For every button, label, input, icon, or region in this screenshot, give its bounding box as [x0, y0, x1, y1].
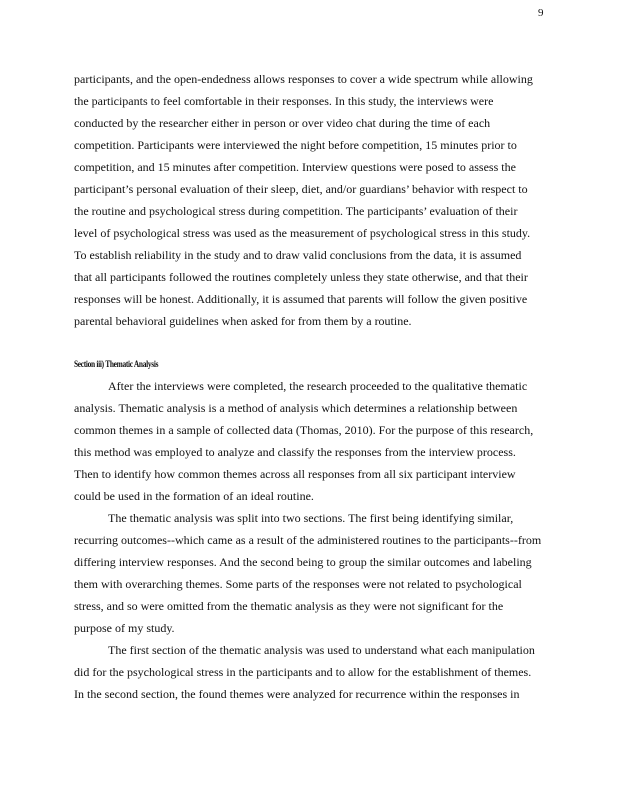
paragraph-line: The first section of the thematic analysis was used to understand what each manipulation — [108, 643, 535, 657]
paragraph-line: competition. Participants were interviewed the night before competition, 15 minutes prior to — [74, 138, 517, 152]
paragraph-line: the participants to feel comfortable in their responses. In this study, the interviews were — [74, 94, 494, 108]
paragraph-line: differing interview responses. And the second being to group the similar outcomes and labeling — [74, 555, 532, 569]
paragraph-line: participant’s personal evaluation of their sleep, diet, and/or guardians’ behavior with respect to — [74, 182, 528, 196]
paragraph-line: the routine and psychological stress during competition. The participants’ evaluation of their — [74, 204, 518, 218]
paragraph-line: did for the psychological stress in the participants and to allow for the establishment of themes. — [74, 665, 532, 679]
page-number: 9 — [538, 7, 544, 19]
paragraph-line: analysis. Thematic analysis is a method of analysis which determines a relationship between — [74, 401, 518, 415]
paragraph-line: that all participants followed the routines completely unless they state otherwise, and that their — [74, 270, 528, 284]
paragraph-line: recurring outcomes--which came as a result of the administered routines to the participants--from — [74, 533, 542, 547]
paragraph-line: In the second section, the found themes were analyzed for recurrence within the responses in — [74, 687, 520, 701]
paragraph-line: parental behavioral guidelines when asked for from them by a routine. — [74, 314, 412, 328]
paragraph-line: responses will be honest. Additionally, it is assumed that parents will follow the given positive — [74, 292, 528, 306]
section-heading: Section iii) Thematic Analysis — [74, 360, 159, 370]
paragraph-line: conducted by the researcher either in person or over video chat during the time of each — [74, 116, 491, 130]
paragraph-line: After the interviews were completed, the research proceeded to the qualitative thematic — [108, 379, 528, 393]
paragraph-line: Then to identify how common themes across all responses from all six participant interview — [74, 467, 516, 481]
paragraph-line: To establish reliability in the study and to draw valid conclusions from the data, it is assumed — [74, 248, 522, 262]
paragraph-line: The thematic analysis was split into two sections. The first being identifying similar, — [108, 511, 514, 525]
paragraph-line: level of psychological stress was used as the measurement of psychological stress in this study. — [74, 226, 531, 240]
paragraph-line: participants, and the open-endedness allows responses to cover a wide spectrum while allowing — [74, 72, 533, 86]
paragraph-line: competition, and 15 minutes after competition. Interview questions were posed to assess the — [74, 160, 516, 174]
paragraph-line: could be used in the formation of an ideal routine. — [74, 489, 314, 503]
paragraph-line: common themes in a sample of collected data (Thomas, 2010). For the purpose of this research, — [74, 423, 534, 437]
paragraph-line: stress, and so were omitted from the thematic analysis as they were not significant for the — [74, 599, 504, 613]
paragraph-line: purpose of my study. — [74, 621, 175, 635]
paragraph-line: them with overarching themes. Some parts of the responses were not related to psychological — [74, 577, 522, 591]
paragraph-line: this method was employed to analyze and classify the responses from the interview process. — [74, 445, 516, 459]
